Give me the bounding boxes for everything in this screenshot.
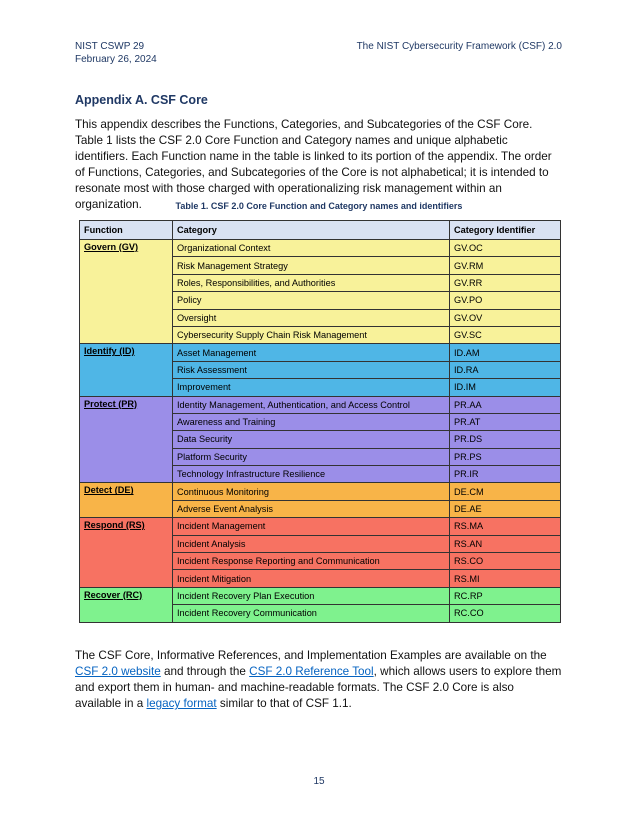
doc-id: NIST CSWP 29 — [75, 41, 145, 52]
category-id-cell: PR.PS — [450, 448, 561, 465]
category-cell: Data Security — [173, 431, 450, 448]
table-row — [80, 240, 561, 257]
category-cell: Incident Recovery Communication — [173, 605, 450, 622]
function-link[interactable]: Detect (DE) — [84, 485, 134, 496]
category-id-cell: PR.IR — [450, 466, 561, 483]
function-cell — [80, 396, 173, 483]
closing-text-3: , which allows users to explore them and export them in human- and machine-readable formats. The CSF 2.0 Core is also available in a — [75, 665, 562, 711]
table-row — [80, 396, 561, 413]
category-cell: Awareness and Training — [173, 413, 450, 430]
category-cell: Oversight — [173, 309, 450, 326]
category-id-cell: GV.PO — [450, 292, 561, 309]
category-id-cell: RC.CO — [450, 605, 561, 622]
reference-tool-link[interactable]: CSF 2.0 Reference Tool — [249, 665, 374, 679]
category-id-cell: RS.AN — [450, 535, 561, 552]
category-cell: Incident Mitigation — [173, 570, 450, 587]
doc-date: February 26, 2024 — [75, 54, 157, 65]
category-cell: Risk Assessment — [173, 361, 450, 378]
function-cell — [80, 240, 173, 344]
category-cell: Platform Security — [173, 448, 450, 465]
category-id-cell: GV.SC — [450, 326, 561, 343]
table-caption: Table 1. CSF 2.0 Core Function and Category names and identifiers — [175, 201, 463, 211]
table-body — [80, 240, 561, 623]
legacy-format-link[interactable]: legacy format — [146, 697, 217, 711]
function-link[interactable]: Identify (ID) — [84, 346, 135, 357]
category-cell: Adverse Event Analysis — [173, 500, 450, 517]
category-id-cell: GV.RM — [450, 257, 561, 274]
closing-text-4: similar to that of CSF 1.1. — [216, 697, 352, 711]
page-number: 15 — [313, 776, 325, 787]
category-id-cell: GV.RR — [450, 274, 561, 291]
closing-paragraph — [75, 648, 563, 712]
category-id-cell: RS.CO — [450, 553, 561, 570]
category-id-cell: PR.DS — [450, 431, 561, 448]
function-link[interactable]: Recover (RC) — [84, 589, 143, 600]
category-cell: Risk Management Strategy — [173, 257, 450, 274]
table-row — [80, 518, 561, 535]
closing-text-1: The CSF Core, Informative References, and Implementation Examples are available on the — [75, 649, 547, 662]
category-id-cell: GV.OV — [450, 309, 561, 326]
category-id-cell: RS.MI — [450, 570, 561, 587]
category-id-cell: PR.AT — [450, 413, 561, 430]
table-row — [80, 587, 561, 604]
category-id-cell: ID.AM — [450, 344, 561, 361]
header-function: Function — [80, 221, 173, 240]
table-row — [80, 483, 561, 500]
table-header-row — [80, 221, 561, 240]
intro-paragraph: This appendix describes the Functions, Categories, and Subcategories of the CSF Core. Table 1 lists the CSF 2.0 Core Function and Category names and unique alphabetic identifiers. Each Function name in the table is linked to its portion of the appendix. The order of Functions, Categories, and Subcategories of the Core is not alphabetical; it is intended to resonate most with those charged with operationalizing risk management within an organization. — [75, 118, 552, 212]
category-id-cell: ID.IM — [450, 379, 561, 396]
category-cell: Incident Response Reporting and Communication — [173, 553, 450, 570]
header-left — [75, 40, 157, 66]
closing-text-2: and through the — [160, 665, 250, 679]
csf-website-link[interactable]: CSF 2.0 website — [75, 665, 161, 679]
category-id-cell: DE.CM — [450, 483, 561, 500]
header-category: Category — [173, 221, 450, 240]
category-id-cell: RC.RP — [450, 587, 561, 604]
doc-title: The NIST Cybersecurity Framework (CSF) 2.0 — [356, 41, 562, 52]
category-cell: Incident Management — [173, 518, 450, 535]
category-id-cell: PR.AA — [450, 396, 561, 413]
function-cell — [80, 344, 173, 396]
category-cell: Improvement — [173, 379, 450, 396]
csf-core-table — [79, 220, 561, 623]
category-cell: Policy — [173, 292, 450, 309]
table-row — [80, 344, 561, 361]
category-cell: Technology Infrastructure Resilience — [173, 466, 450, 483]
category-cell: Cybersecurity Supply Chain Risk Management — [173, 326, 450, 343]
category-id-cell: DE.AE — [450, 500, 561, 517]
function-link[interactable]: Govern (GV) — [84, 242, 139, 252]
section-heading: Appendix A. CSF Core — [75, 93, 208, 107]
category-cell: Roles, Responsibilities, and Authorities — [173, 274, 450, 291]
category-cell: Incident Recovery Plan Execution — [173, 587, 450, 604]
category-id-cell: ID.RA — [450, 361, 561, 378]
category-id-cell: GV.OC — [450, 240, 561, 257]
category-cell: Incident Analysis — [173, 535, 450, 552]
category-cell: Organizational Context — [173, 240, 450, 257]
function-cell — [80, 518, 173, 588]
function-link[interactable]: Protect (PR) — [84, 398, 138, 409]
category-cell: Continuous Monitoring — [173, 483, 450, 500]
category-cell: Identity Management, Authentication, and Access Control — [173, 396, 450, 413]
function-link[interactable]: Respond (RS) — [84, 520, 145, 531]
header-category-identifier: Category Identifier — [450, 221, 561, 240]
function-cell — [80, 483, 173, 518]
category-id-cell: RS.MA — [450, 518, 561, 535]
category-cell: Asset Management — [173, 344, 450, 361]
function-cell — [80, 587, 173, 622]
